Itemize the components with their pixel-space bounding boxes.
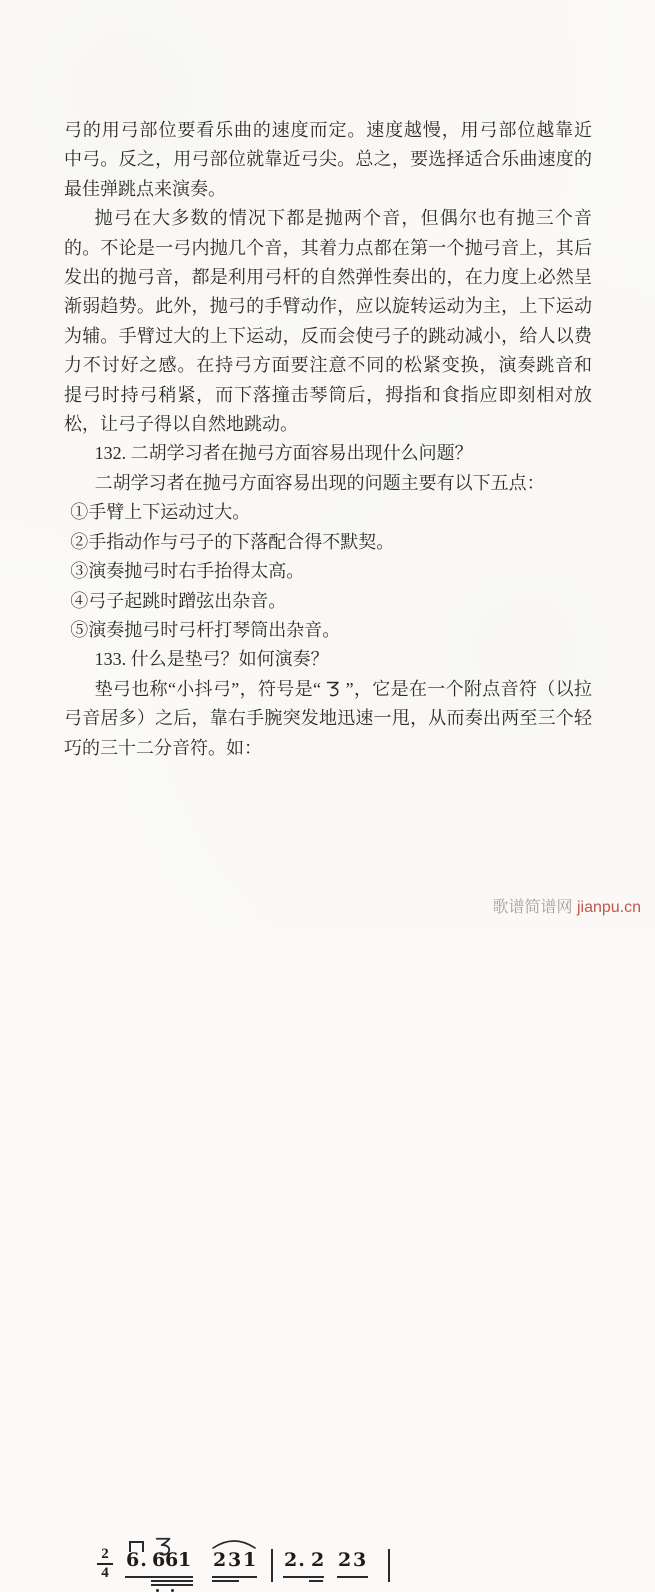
beam-sixteenth [309, 1580, 323, 1582]
question-133: 133. 什么是垫弓？如何演奏？ [94, 649, 329, 670]
time-signature-denominator: 4 [101, 1565, 109, 1581]
problem-item-4: ④弓子起跳时蹭弦出杂音。 [70, 590, 287, 611]
note-1: 1 [243, 1549, 258, 1571]
text-line: 提弓时持弓稍紧，而下落撞击琴筒后，拇指和食指应即刻相对放 [64, 384, 592, 405]
dian-gong-symbol-icon [326, 680, 341, 697]
note-3: 3 [228, 1549, 243, 1571]
time-signature [95, 1547, 115, 1581]
text-line: 的。不论是一弓内抛几个音，其着力点都在第一个抛弓音上，其后 [64, 237, 592, 258]
barline [271, 1549, 273, 1582]
problem-item-2: ②手指动作与弓子的下落配合得不默契。 [70, 531, 395, 552]
text-line: 力不讨好之感。在持弓方面要注意不同的松紧变换，演奏跳音和 [64, 355, 592, 376]
beam-eighth [337, 1576, 368, 1578]
note-6-low: 6 [152, 1549, 167, 1571]
text-line: 抛弓在大多数的情况下都是抛两个音，但偶尔也有抛三个音 [94, 208, 592, 229]
note-1: 1 [178, 1549, 193, 1571]
barline-end [388, 1549, 390, 1582]
text-line: 发出的抛弓音，都是利用弓杆的自然弹性奏出的，在力度上必然呈 [64, 267, 592, 288]
note-2: 2 [213, 1549, 228, 1571]
text-line: 弓音居多）之后，靠右手腕突发地迅速一甩，从而奏出两至三个轻 [64, 708, 592, 729]
note-2: 2 [311, 1549, 326, 1571]
text-line: 最佳弹跳点来演奏。 [64, 178, 226, 199]
body-text [64, 116, 592, 763]
note-6-low: 6 [165, 1549, 180, 1571]
time-signature-numerator: 2 [101, 1546, 109, 1562]
note-6-dotted: 6. [126, 1549, 148, 1571]
text-segment: ”，它是在一个附点音符（以拉 [345, 678, 592, 699]
text-line: 为辅。手臂过大的上下运动，反而会使弓子的跳动减小，给人以费 [64, 325, 592, 346]
slur-icon [211, 1536, 257, 1550]
text-segment: 垫弓也称“小抖弓”，符号是“ [94, 678, 326, 699]
text-line: 二胡学习者在抛弓方面容易出现的问题主要有以下五点： [94, 472, 545, 493]
text-line: 中弓。反之，用弓部位就靠近弓尖。总之，要选择适合乐曲速度的 [64, 149, 592, 170]
watermark-site-url[interactable]: jianpu.cn [576, 899, 641, 916]
text-line: 弓的用弓部位要看乐曲的速度而定。速度越慢，用弓部位越靠近 [64, 120, 592, 140]
beam-thirtysecond [151, 1584, 193, 1586]
problem-item-5: ⑤演奏抛弓时弓杆打琴筒出杂音。 [70, 619, 341, 640]
beam-eighth [125, 1576, 193, 1578]
watermark [0, 894, 641, 917]
problem-item-1: ①手臂上下运动过大。 [70, 502, 251, 523]
beam-eighth [212, 1576, 257, 1578]
question-132: 132. 二胡学习者在抛弓方面容易出现什么问题？ [94, 443, 473, 464]
beam-eighth [283, 1576, 324, 1578]
fraction-bar [97, 1563, 113, 1565]
beam-sixteenth [151, 1580, 193, 1582]
problem-item-3: ③演奏抛弓时右手抬得太高。 [70, 561, 305, 582]
note-3: 3 [353, 1549, 368, 1571]
example-lead-in: 巧的三十二分音符。如： [64, 737, 262, 758]
note-2-dotted: 2. [284, 1549, 306, 1571]
watermark-site-name: 歌谱简谱网 [492, 899, 577, 916]
text-line: 渐弱趋势。此外，抛弓的手臂动作，应以旋转运动为主，上下运动 [64, 296, 592, 317]
note-2: 2 [338, 1549, 353, 1571]
text-line: 松，让弓子得以自然地跳动。 [64, 414, 298, 435]
dian-gong-definition [64, 675, 592, 704]
beam-sixteenth [212, 1580, 239, 1582]
